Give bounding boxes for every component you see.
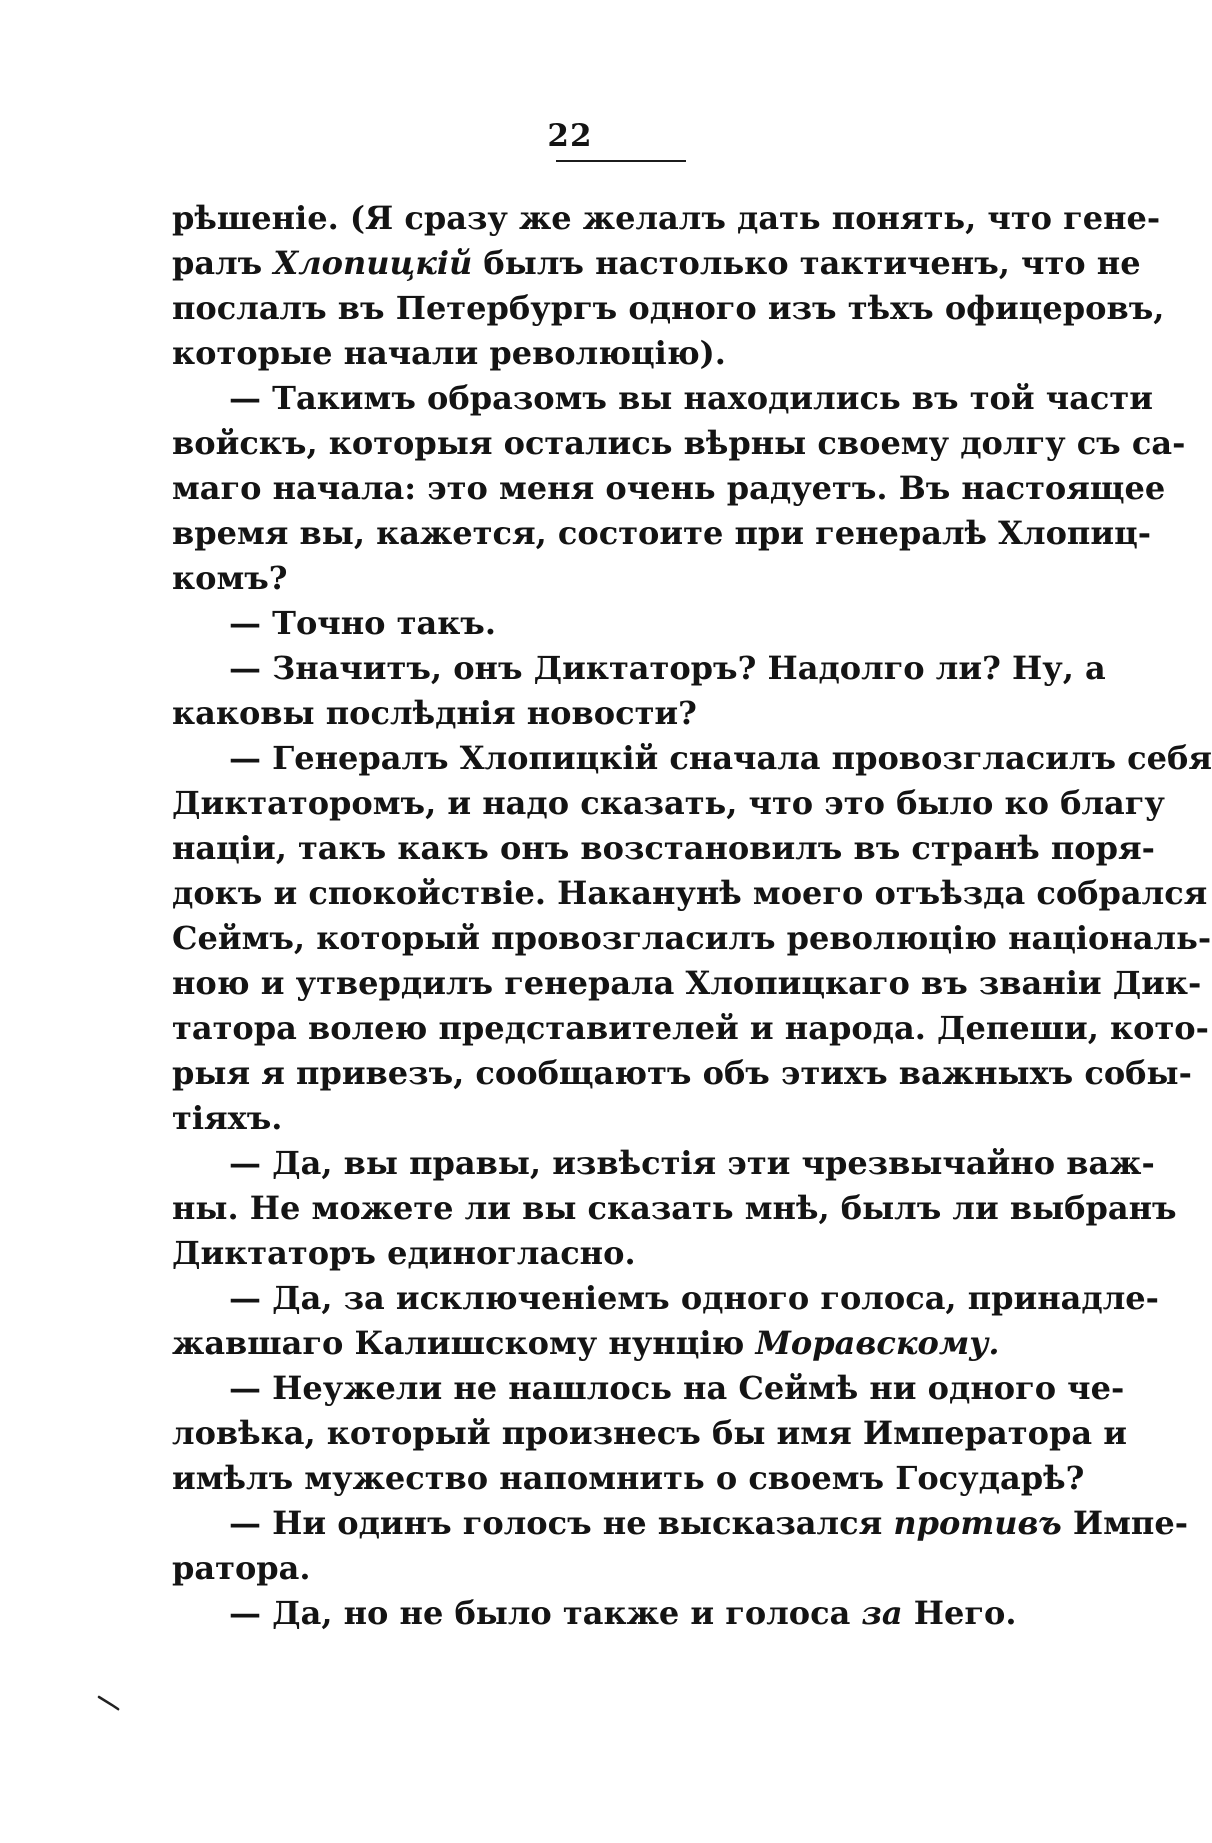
text-run: время вы, кажется, состоите при генералѣ Хлопиц- — [172, 514, 1151, 552]
text-line — [172, 1051, 1192, 1096]
text-line — [172, 1591, 1084, 1636]
text-line — [172, 466, 1166, 511]
text-line — [172, 331, 1084, 376]
text-line — [172, 286, 1165, 331]
text-line — [172, 691, 1084, 736]
text-run: рыя я привезъ, сообщаютъ объ этихъ важныхъ собы- — [172, 1054, 1192, 1092]
text-line — [172, 1231, 1084, 1276]
text-line — [172, 736, 1212, 781]
text-line — [172, 1006, 1209, 1051]
text-line — [172, 511, 1151, 556]
text-run: Диктаторъ единогласно. — [172, 1234, 636, 1272]
text-line — [172, 1546, 1084, 1591]
italic-text: за — [861, 1594, 903, 1632]
text-run: войскъ, которыя остались вѣрны своему долгу съ са- — [172, 424, 1186, 462]
text-run: былъ настолько тактиченъ, что не — [472, 244, 1141, 282]
text-line — [172, 1276, 1159, 1321]
text-run: — Ни одинъ голосъ не высказался — [229, 1504, 894, 1542]
text-line — [172, 1411, 1127, 1456]
text-run: — Точно такъ. — [229, 604, 496, 642]
text-run: — Такимъ образомъ вы находились въ той части — [229, 379, 1153, 417]
text-run: жавшаго Калишскому нунцію — [172, 1324, 756, 1362]
text-line — [172, 916, 1212, 961]
text-line — [172, 871, 1208, 916]
text-line — [172, 1366, 1125, 1411]
text-run: татора волею представителей и народа. Депеши, кото- — [172, 1009, 1209, 1047]
text-run: — Да, но не было также и голоса — [229, 1594, 862, 1632]
italic-text: Моравскому. — [755, 1324, 1000, 1362]
text-line — [172, 376, 1153, 421]
text-run: комъ? — [172, 559, 288, 597]
text-line — [172, 1141, 1155, 1186]
text-run: — Да, за исключеніемъ одного голоса, принадле- — [229, 1279, 1159, 1317]
text-run: маго начала: это меня очень радуетъ. Въ настоящее — [172, 469, 1166, 507]
text-run: рѣшеніе. (Я сразу же желалъ дать понять, что гене- — [172, 199, 1161, 237]
text-run: послалъ въ Петербургъ одного изъ тѣхъ офицеровъ, — [172, 289, 1165, 327]
text-run: — Неужели не нашлось на Сеймѣ ни одного че- — [229, 1369, 1125, 1407]
text-line — [172, 646, 1106, 691]
text-run: каковы послѣднія новости? — [172, 694, 697, 732]
text-line — [172, 826, 1155, 871]
text-run: ны. Не можете ли вы сказать мнѣ, былъ ли выбранъ — [172, 1189, 1177, 1227]
text-run: Импе- — [1061, 1504, 1188, 1542]
text-run: тіяхъ. — [172, 1099, 283, 1137]
text-line — [172, 421, 1186, 466]
text-line — [172, 556, 1084, 601]
text-run: ратора. — [172, 1549, 311, 1587]
text-run: ною и утвердилъ генерала Хлопицкаго въ званіи Дик- — [172, 964, 1202, 1002]
text-run: націи, такъ какъ онъ возстановилъ въ странѣ поря- — [172, 829, 1155, 867]
text-run: — Генералъ Хлопицкій сначала провозгласилъ себя — [229, 739, 1212, 777]
text-run: Сеймъ, который провозгласилъ революцію національ- — [172, 919, 1212, 957]
text-run: — Значитъ, онъ Диктаторъ? Надолго ли? Ну, а — [229, 649, 1106, 687]
text-run: которые начали революцію). — [172, 334, 726, 372]
body-text — [172, 196, 1212, 1636]
text-line — [172, 196, 1161, 241]
text-line — [172, 601, 1084, 646]
text-line — [172, 961, 1202, 1006]
text-line — [172, 781, 1165, 826]
text-run: — Да, вы правы, извѣстія эти чрезвычайно важ- — [229, 1144, 1155, 1182]
text-line — [172, 1096, 1084, 1141]
header-rule — [556, 160, 686, 162]
italic-text: Хлопицкій — [273, 244, 473, 282]
text-line — [172, 241, 1141, 286]
italic-text: противъ — [893, 1504, 1062, 1542]
text-line — [172, 1501, 1188, 1546]
page-number: 22 — [547, 118, 593, 154]
text-line — [172, 1186, 1177, 1231]
text-run: Диктаторомъ, и надо сказать, что это было ко благу — [172, 784, 1165, 822]
text-run: ловѣка, который произнесъ бы имя Императора и — [172, 1414, 1127, 1452]
text-run: Него. — [902, 1594, 1017, 1632]
text-run: докъ и спокойствіе. Наканунѣ моего отъѣзда собрался — [172, 874, 1208, 912]
text-line — [172, 1456, 1084, 1501]
text-line — [172, 1321, 1084, 1366]
stray-ink-mark — [98, 1695, 124, 1711]
text-run: ралъ — [172, 244, 274, 282]
text-run: имѣлъ мужество напомнить о своемъ Государѣ? — [172, 1459, 1085, 1497]
